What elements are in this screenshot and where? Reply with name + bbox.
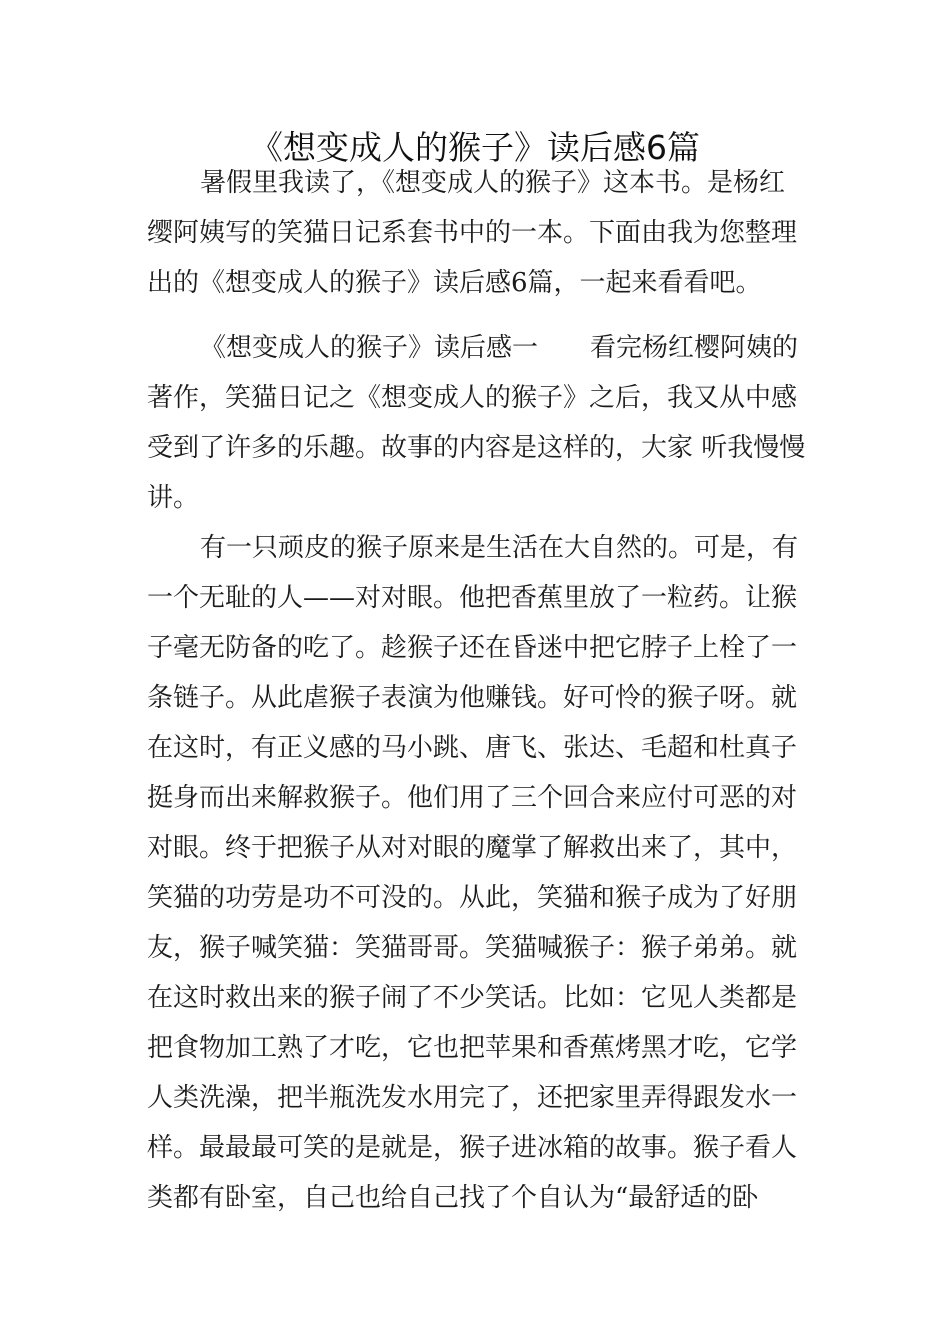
- text-line: 条链子。从此虐猴子表演为他赚钱。好可怜的猴子呀。就: [147, 683, 798, 713]
- document-title: 《想变成人的猴子》读后感6篇: [250, 128, 700, 167]
- text-line: 有一只顽皮的猴子原来是生活在大自然的。可是，有: [200, 533, 799, 563]
- text-line: 著作，笑猫日记之《想变成人的猴子》之后，我又从中感: [147, 383, 798, 413]
- text-line: 样。最最最可笑的是就是，猴子进冰箱的故事。猴子看人: [147, 1133, 798, 1163]
- text-line: 挺身而出来解救猴子。他们用了三个回合来应付可恶的对: [147, 783, 798, 813]
- text-line: 笑猫的功劳是功不可没的。从此，笑猫和猴子成为了好朋: [147, 883, 798, 913]
- text-line: 暑假里我读了，《想变成人的猴子》这本书。是杨红: [200, 168, 786, 198]
- text-line: 在这时救出来的猴子闹了不少笑话。比如：它见人类都是: [147, 983, 798, 1013]
- text-line: 子毫无防备的吃了。趁猴子还在昏迷中把它脖子上栓了一: [147, 633, 798, 663]
- text-line: 缨阿姨写的笑猫日记系套书中的一本。下面由我为您整理: [147, 218, 798, 248]
- text-line: 一个无耻的人——对对眼。他把香蕉里放了一粒药。让猴: [147, 583, 798, 613]
- text-line: 在这时，有正义感的马小跳、唐飞、张达、毛超和杜真子: [147, 733, 798, 763]
- text-line: 出的《想变成人的猴子》读后感6篇，一起来看看吧。: [147, 268, 762, 298]
- text-line: 把食物加工熟了才吃，它也把苹果和香蕉烤黑才吃，它学: [147, 1033, 798, 1063]
- text-line: 友，猴子喊笑猫：笑猫哥哥。笑猫喊猴子：猴子弟弟。就: [147, 933, 798, 963]
- text-line: 讲。: [147, 483, 200, 513]
- text-line: 类都有卧室，自己也给自己找了个自认为“最舒适的卧: [147, 1183, 759, 1213]
- text-line: 对眼。终于把猴子从对对眼的魔掌了解救出来了，其中，: [147, 833, 798, 863]
- text-line: 《想变成人的猴子》读后感一 看完杨红樱阿姨的: [200, 333, 799, 363]
- text-line: 人类洗澡，把半瓶洗发水用完了，还把家里弄得跟发水一: [147, 1083, 798, 1113]
- text-line: 受到了许多的乐趣。故事的内容是这样的，大家 听我慢慢: [147, 433, 806, 463]
